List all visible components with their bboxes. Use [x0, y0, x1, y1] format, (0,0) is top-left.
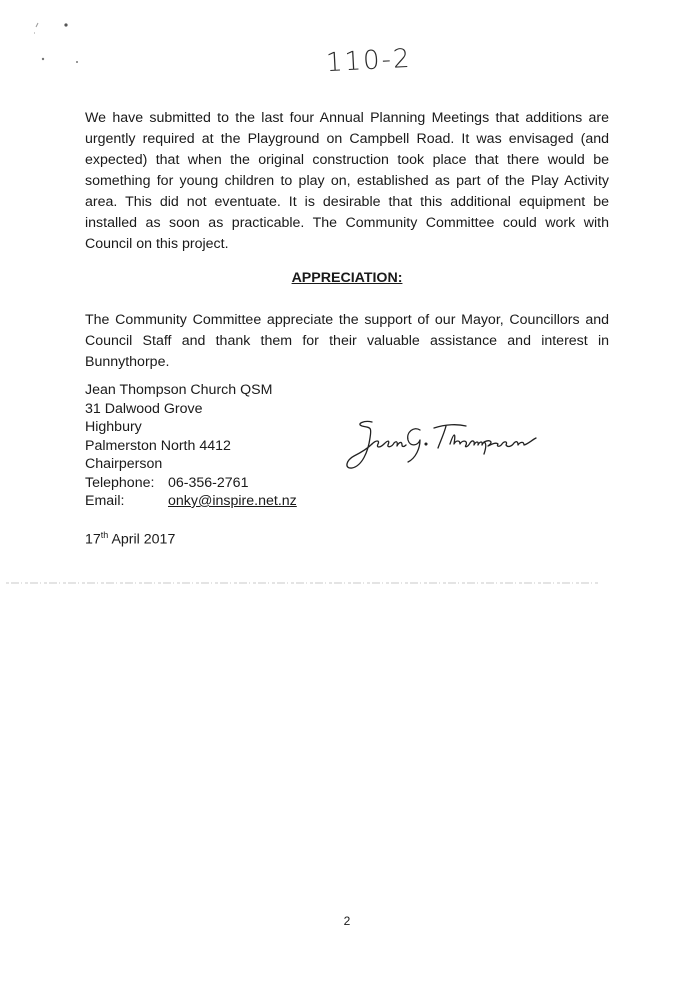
appreciation-paragraph: The Community Committee appreciate the support of our Mayor, Councillors and Council Staff and thank them for their valuable assistance and interest in Bunnythorpe.: [85, 312, 609, 370]
page-number: 2: [343, 914, 351, 928]
signature-image: [342, 414, 542, 476]
scan-fold-line: [0, 580, 694, 586]
telephone-row: [85, 474, 297, 493]
telephone-label: Telephone:: [85, 474, 155, 491]
letter-date: [85, 530, 175, 548]
telephone-value: 06-356-2761: [168, 474, 249, 491]
appreciation-heading: APPRECIATION:: [291, 270, 403, 286]
address-line-2: Highbury: [85, 419, 142, 435]
contact-name: Jean Thompson Church QSM: [85, 382, 273, 398]
address-line-1: 31 Dalwood Grove: [85, 400, 203, 417]
scan-specks: [0, 0, 120, 80]
contact-block: [85, 381, 297, 511]
planning-paragraph: We have submitted to the last four Annual Planning Meetings that additions are urgently required at the Playground on Campbell Road. It was envisaged (and expected) that when the original construction took place that there would be something for young children to play on, established as part of the Play Activity area. This did not eventuate. It is desirable that this additional equipment be installed as soon as practicable. The Community Committee could work with Council on this project.: [85, 110, 609, 252]
handwritten-reference-number: 110-2: [325, 43, 413, 79]
date-rest: April 2017: [108, 531, 176, 548]
contact-role: Chairperson: [85, 456, 163, 472]
date-suffix: th: [100, 530, 109, 540]
email-label: Email:: [85, 493, 125, 509]
date-day: 17: [85, 531, 101, 548]
address-line-3: Palmerston North 4412: [85, 437, 231, 454]
email-row: [85, 492, 297, 511]
email-link[interactable]: onky@inspire.net.nz: [168, 493, 297, 509]
